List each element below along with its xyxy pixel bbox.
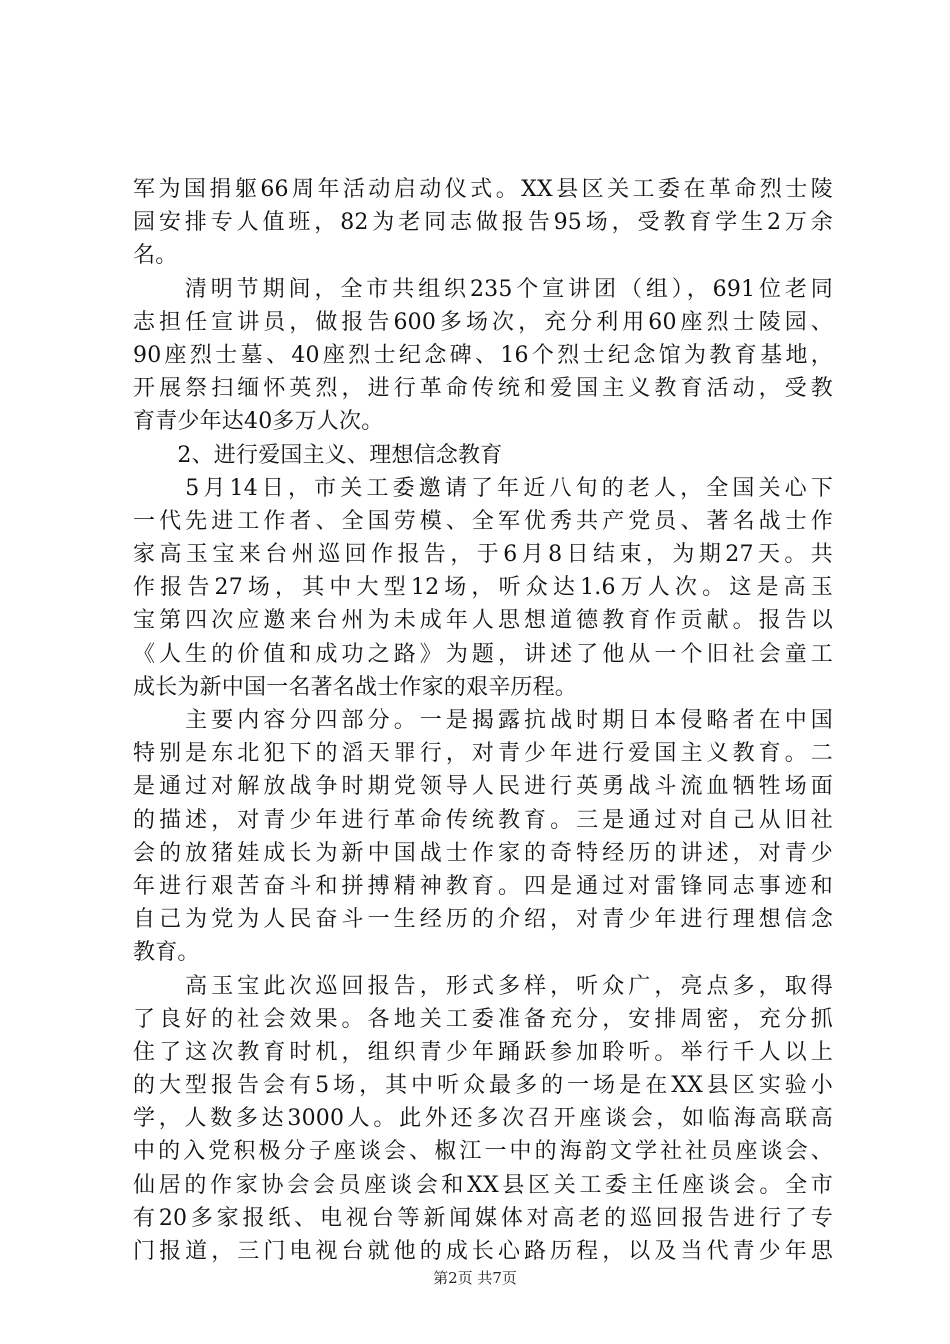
text-line: 的大型报告会有5场，其中听众最多的一场是在XX县区实验小 [133, 1073, 833, 1099]
text-line: 学，人数多达3000人。此外还多次召开座谈会，如临海高联高 [133, 1106, 833, 1132]
text-line: 志担任宣讲员，做报告600多场次，充分利用60座烈士陵园、 [133, 309, 833, 335]
text-line: 名。 [133, 243, 178, 269]
text-line: 门报道，三门电视台就他的成长心路历程，以及当代青少年思 [133, 1239, 833, 1264]
text-line: 开展祭扫缅怀英烈，进行革命传统和爱国主义教育活动，受教 [133, 376, 833, 402]
text-line: 自己为党为人民奋斗一生经历的介绍，对青少年进行理想信念 [133, 907, 833, 933]
text-line: 仙居的作家协会会员座谈会和XX县区关工委主任座谈会。全市 [133, 1172, 833, 1198]
text-line: 90座烈士墓、40座烈士纪念碑、16个烈士纪念馆为教育基地， [133, 342, 833, 368]
text-line: 成长为新中国一名著名战士作家的艰辛历程。 [133, 674, 578, 700]
text-line: 宝第四次应邀来台州为未成年人思想道德教育作贡献。报告以 [133, 608, 833, 634]
text-line: 教育。 [133, 940, 200, 966]
text-line: 特别是东北犯下的滔天罪行，对青少年进行爱国主义教育。二 [133, 741, 833, 767]
text-line: 中的入党积极分子座谈会、椒江一中的海韵文学社社员座谈会、 [133, 1139, 833, 1165]
text-line: 2、进行爱国主义、理想信念教育 [133, 442, 503, 468]
text-line: 军为国捐躯66周年活动启动仪式。XX县区关工委在革命烈士陵 [133, 177, 833, 202]
text-line: 是通过对解放战争时期党领导人民进行英勇战斗流血牺牲场面 [133, 774, 833, 800]
text-line: 园安排专人值班，82为老同志做报告95场，受教育学生2万余 [133, 210, 833, 236]
document-body [133, 173, 833, 1268]
text-line: 家高玉宝来台州巡回作报告，于6月8日结束，为期27天。共 [133, 542, 833, 568]
text-line: 主要内容分四部分。一是揭露抗战时期日本侵略者在中国 [133, 708, 833, 733]
text-line: 作报告27场，其中大型12场，听众达1.6万人次。这是高玉 [133, 575, 833, 601]
text-line: 年进行艰苦奋斗和拼搏精神教育。四是通过对雷锋同志事迹和 [133, 873, 833, 899]
text-line: 育青少年达40多万人次。 [133, 409, 384, 435]
text-line: 清明节期间，全市共组织235个宣讲团（组），691位老同 [133, 276, 833, 302]
text-line: 有20多家报纸、电视台等新闻媒体对高老的巡回报告进行了专 [133, 1205, 833, 1231]
text-line: 一代先进工作者、全国劳模、全军优秀共产党员、著名战士作 [133, 508, 833, 534]
text-line: 5月14日，市关工委邀请了年近八旬的老人，全国关心下 [133, 475, 833, 501]
text-line: 的描述，对青少年进行革命传统教育。三是通过对自己从旧社 [133, 807, 833, 833]
text-line: 住了这次教育时机，组织青少年踊跃参加聆听。举行千人以上 [133, 1039, 833, 1065]
text-line: 会的放猪娃成长为新中国战士作家的奇特经历的讲述，对青少 [133, 840, 833, 866]
text-line: 《人生的价值和成功之路》为题，讲述了他从一个旧社会童工 [133, 641, 833, 667]
text-line: 了良好的社会效果。各地关工委准备充分，安排周密，充分抓 [133, 1006, 833, 1032]
text-line: 高玉宝此次巡回报告，形式多样，听众广，亮点多，取得 [133, 973, 833, 999]
page-footer: 第2页 共7页 [433, 1269, 517, 1287]
